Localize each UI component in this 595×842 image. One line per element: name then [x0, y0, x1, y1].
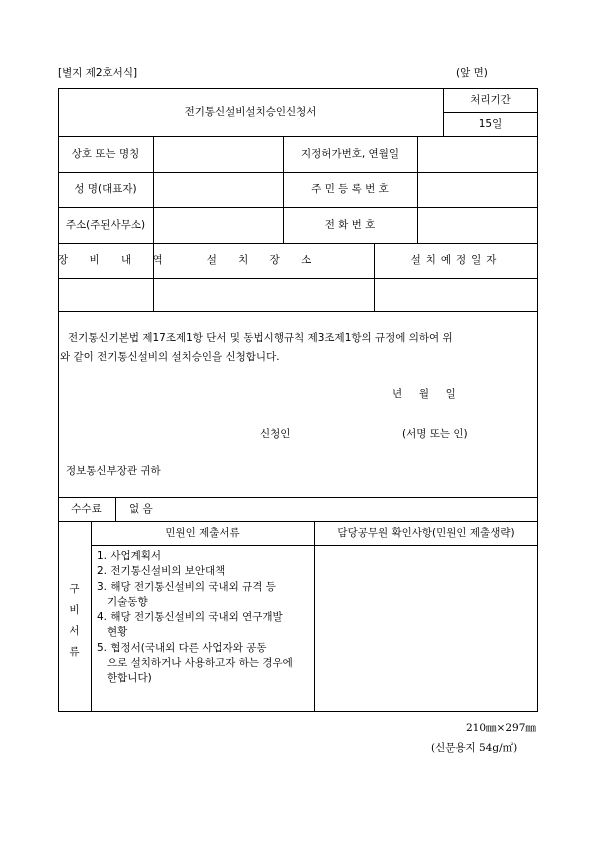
- list-item: 4. 해당 전기통신설비의 국내외 연구개발: [97, 611, 283, 624]
- company-field[interactable]: [154, 137, 282, 171]
- name-field[interactable]: [154, 173, 282, 206]
- statement-line-1: 전기통신기본법 제17조제1항 단서 및 동법시행규칙 제3조제1항의 규정에 의하여 위: [68, 332, 453, 344]
- location-cell[interactable]: [154, 279, 373, 310]
- phone-label: 전 화 번 호: [324, 219, 376, 231]
- document-list: [97, 549, 293, 687]
- location-header: 설 치 장 소: [206, 254, 321, 266]
- list-item: 5. 협정서(국내외 다른 사업자와 공동: [97, 641, 267, 654]
- install-date-cell[interactable]: [375, 279, 537, 310]
- paper-type: (신문용지 54g/㎡): [431, 742, 518, 754]
- list-item: 2. 전기통신설비의 보안대책: [97, 565, 226, 578]
- list-item: 한합니다): [97, 672, 152, 685]
- name-label: 성 명(대표자): [74, 183, 137, 195]
- applicant-label: 신청인: [260, 428, 291, 440]
- list-item: 현황: [97, 626, 128, 639]
- official-check-header: 담당공무원 확인사항(민원인 제출생략): [337, 527, 515, 539]
- official-check-area[interactable]: [315, 546, 537, 711]
- resident-number-field[interactable]: [418, 173, 537, 206]
- list-item: 기술동향: [97, 595, 148, 608]
- company-label: 상호 또는 명칭: [71, 148, 140, 160]
- form-title: 전기통신설비설치승인신청서: [184, 106, 317, 118]
- list-item: 3. 해당 전기통신설비의 국내외 규격 등: [97, 580, 276, 593]
- documents-side-label: 구 비 서 류: [69, 583, 80, 658]
- applicant-documents-header: 민원인 제출서류: [165, 527, 240, 539]
- equipment-header: 장 비 내 역: [58, 254, 172, 266]
- paper-size: 210㎜×297㎜: [466, 722, 536, 734]
- page-side: (앞 면): [456, 67, 488, 79]
- resident-number-label: 주 민 등 록 번 호: [311, 183, 389, 195]
- list-item: 1. 사업계획서: [97, 550, 162, 562]
- application-date: 년 월 일: [392, 388, 456, 400]
- address-label: 주소(주된사무소): [65, 219, 146, 231]
- equipment-cell[interactable]: [59, 279, 152, 310]
- form-label: [별지 제2호서식]: [58, 67, 138, 79]
- address-field[interactable]: [154, 208, 282, 242]
- phone-field[interactable]: [418, 208, 537, 242]
- fee-value: 없 음: [129, 503, 153, 515]
- designation-label: 지정허가번호, 연월일: [301, 148, 399, 160]
- signature-label: (서명 또는 인): [402, 428, 468, 440]
- list-item: 으로 설치하거나 사용하고자 하는 경우에: [97, 657, 293, 670]
- processing-period-value: 15일: [478, 118, 503, 130]
- install-date-header: 설치예정일자: [410, 254, 502, 266]
- fee-label: 수수료: [71, 503, 102, 515]
- statement-line-2: 와 같이 전기통신설비의 설치승인을 신청합니다.: [60, 351, 280, 363]
- processing-period-label: 처리기간: [470, 94, 511, 106]
- designation-field[interactable]: [418, 137, 537, 171]
- recipient: 정보통신부장관 귀하: [66, 465, 161, 477]
